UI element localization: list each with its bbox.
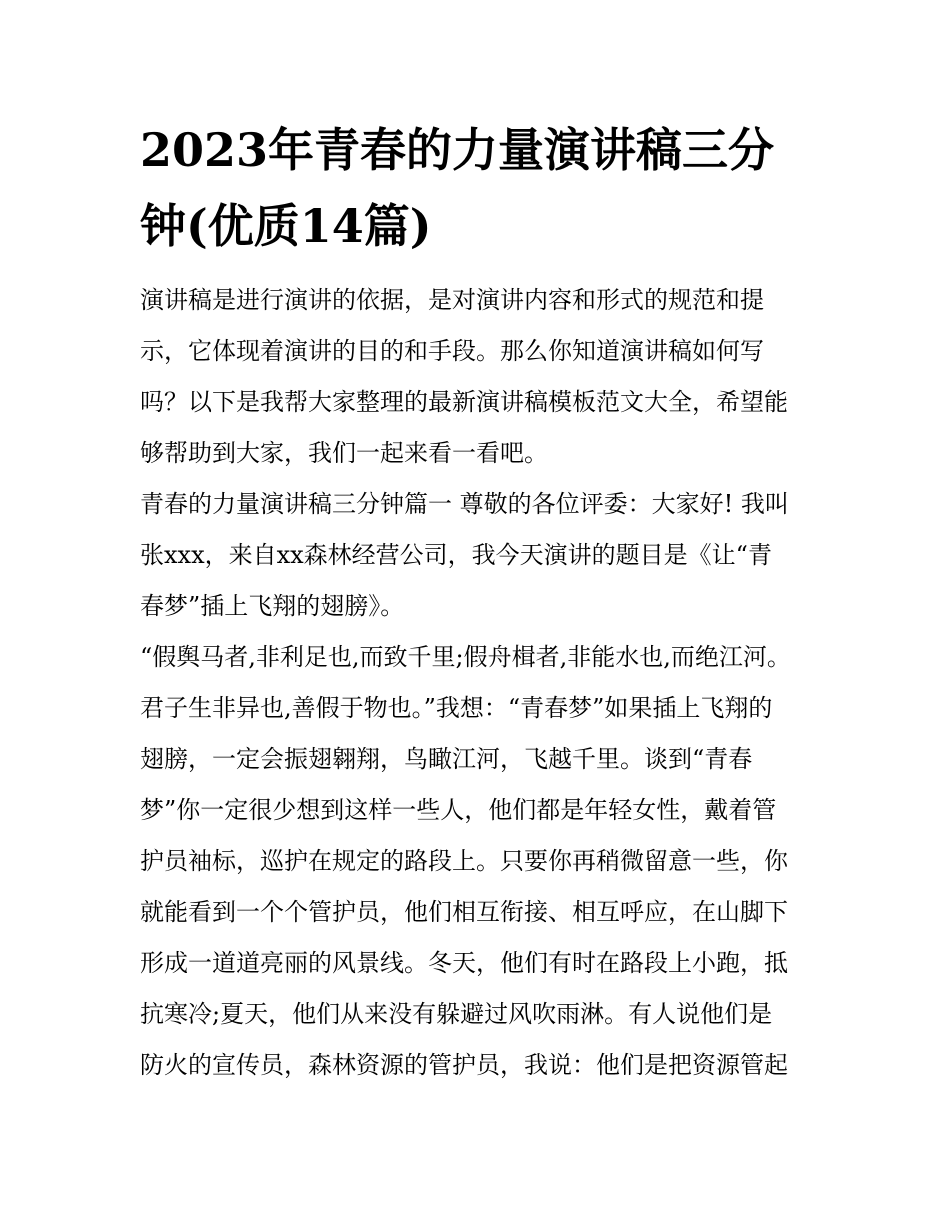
body-line-14: 形成一道道亮丽的风景线。冬天，他们有时在路段上小跑，抵 (140, 949, 788, 977)
body-line-9: 君子生非异也,善假于物也。”我想：“青春梦”如果插上飞翔的 (140, 694, 773, 722)
body-line-5: 青春的力量演讲稿三分钟篇一 尊敬的各位评委：大家好! 我叫 (140, 490, 789, 518)
title-line-1: 2023年青春的力量演讲稿三分 (140, 123, 775, 177)
body-line-3: 吗？以下是我帮大家整理的最新演讲稿模板范文大全，希望能 (140, 388, 788, 416)
document-title (140, 112, 820, 264)
body-line-12: 护员袖标，巡护在规定的路段上。只要你再稍微留意一些，你 (140, 847, 788, 875)
body-line-2: 示，它体现着演讲的目的和手段。那么你知道演讲稿如何写 (140, 337, 764, 365)
body-line-16: 防火的宣传员，森林资源的管护员，我说：他们是把资源管起 (140, 1051, 788, 1079)
body-line-13: 就能看到一个个管护员，他们相互衔接、相互呼应，在山脚下 (140, 898, 788, 926)
body-line-11: 梦”你一定很少想到这样一些人，他们都是年轻女性，戴着管 (140, 796, 777, 824)
body-line-10: 翅膀，一定会振翅翱翔，鸟瞰江河，飞越千里。谈到“青春 (140, 745, 753, 773)
title-line-2: 钟(优质14篇) (140, 199, 432, 253)
body-line-4: 够帮助到大家，我们一起来看一看吧。 (140, 439, 548, 467)
body-line-1: 演讲稿是进行演讲的依据，是对演讲内容和形式的规范和提 (140, 286, 764, 314)
document-body (140, 275, 830, 1091)
body-line-7: 春梦”插上飞翔的翅膀》。 (140, 592, 405, 620)
body-line-15: 抗寒冷;夏天，他们从来没有躲避过风吹雨淋。有人说他们是 (140, 1000, 773, 1028)
body-line-8: “假舆马者,非利足也,而致千里;假舟楫者,非能水也,而绝江河。 (140, 643, 791, 671)
body-line-6: 张xxx，来自xx森林经营公司，我今天演讲的题目是《让“青 (140, 541, 772, 569)
